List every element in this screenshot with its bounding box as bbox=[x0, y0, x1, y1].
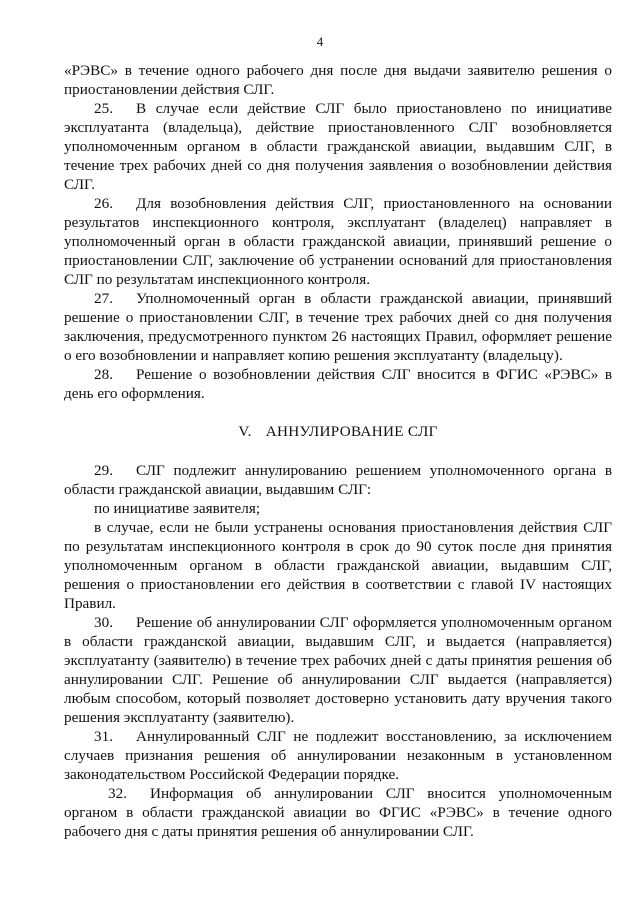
item-text: Информация об аннулировании СЛГ вносится уполномоченным органом в области гражданской авиации во ФГИС «РЭВС» в течение одного рабочего дня с даты принятия решения об аннулировании СЛГ. bbox=[64, 785, 612, 840]
item-number: 27. bbox=[94, 290, 113, 307]
section-number: V. bbox=[238, 423, 252, 440]
subparagraph-initiative: по инициативе заявителя; bbox=[94, 500, 261, 517]
paragraph-26 bbox=[64, 194, 612, 289]
subparagraph-not-eliminated: в случае, если не были устранены основания приостановления действия СЛГ по результатам инспекционного контроля в срок до 90 суток после дня принятия уполномоченным органом в области гражданской авиации, выдавшим СЛГ, решения о приостановлении его действия в соответствии с главой IV настоящих Правил. bbox=[64, 519, 612, 612]
paragraph-30 bbox=[64, 613, 612, 727]
paragraph-32 bbox=[64, 784, 612, 841]
item-text: СЛГ подлежит аннулированию решением уполномоченного органа в области гражданской авиации, выдавшим СЛГ: bbox=[64, 462, 612, 498]
item-number: 25. bbox=[94, 100, 113, 117]
item-number: 28. bbox=[94, 366, 113, 383]
item-number: 31. bbox=[94, 728, 113, 745]
item-number: 30. bbox=[94, 614, 113, 631]
paragraph-27 bbox=[64, 289, 612, 365]
item-text: Уполномоченный орган в области гражданской авиации, принявший решение о приостановлении СЛГ, в течение трех рабочих дней со дня получения заключения, предусмотренного пунктом 26 настоящих Правил, оформляет решение о его возобновлении и направляет копию решения эксплуатанту (владельцу). bbox=[64, 290, 612, 364]
section-title: АННУЛИРОВАНИЕ СЛГ bbox=[265, 423, 438, 440]
item-text: В случае если действие СЛГ было приостановлено по инициативе эксплуатанта (владельца), действие приостановленного СЛГ возобновляется уполномоченным органом в области гражданской авиации, выдавшим СЛГ, в течение трех рабочих дней со дня получения заявления о возобновлении действия СЛГ. bbox=[64, 100, 612, 193]
paragraph-28 bbox=[64, 365, 612, 403]
page-number: 4 bbox=[316, 34, 324, 49]
item-number: 29. bbox=[94, 462, 113, 479]
section-heading bbox=[64, 422, 612, 441]
item-number: 32. bbox=[108, 785, 127, 802]
item-text: Решение об аннулировании СЛГ оформляется уполномоченным органом в области гражданской авиации, выдавшим СЛГ, и выдается (направляется) эксплуатанту (заявителю) в течение трех рабочих дней с даты принятия решения об аннулировании СЛГ. Решение об аннулировании СЛГ выдается (направляется) любым способом, который позволяет достоверно установить дату вручения такого решения эксплуатанту (заявителю). bbox=[64, 614, 612, 726]
item-text: Аннулированный СЛГ не подлежит восстановлению, за исключением случаев признания решения об аннулировании незаконным в установленном законодательством Российской Федерации порядке. bbox=[64, 728, 612, 783]
paragraph-31 bbox=[64, 727, 612, 784]
paragraph-29 bbox=[64, 461, 612, 499]
document-body bbox=[64, 61, 612, 841]
paragraph-25 bbox=[64, 99, 612, 194]
item-number: 26. bbox=[94, 195, 113, 212]
item-text: Для возобновления действия СЛГ, приостановленного на основании результатов инспекционного контроля, эксплуатант (владелец) направляет в уполномоченный орган в области гражданской авиации, принявший решение о приостановлении СЛГ, заключение об устранении оснований для приостановления СЛГ по результатам инспекционного контроля. bbox=[64, 195, 612, 288]
item-text: Решение о возобновлении действия СЛГ вносится в ФГИС «РЭВС» в день его оформления. bbox=[64, 366, 612, 402]
intro-paragraph: «РЭВС» в течение одного рабочего дня после дня выдачи заявителю решения о приостановлении действия СЛГ. bbox=[64, 62, 612, 98]
